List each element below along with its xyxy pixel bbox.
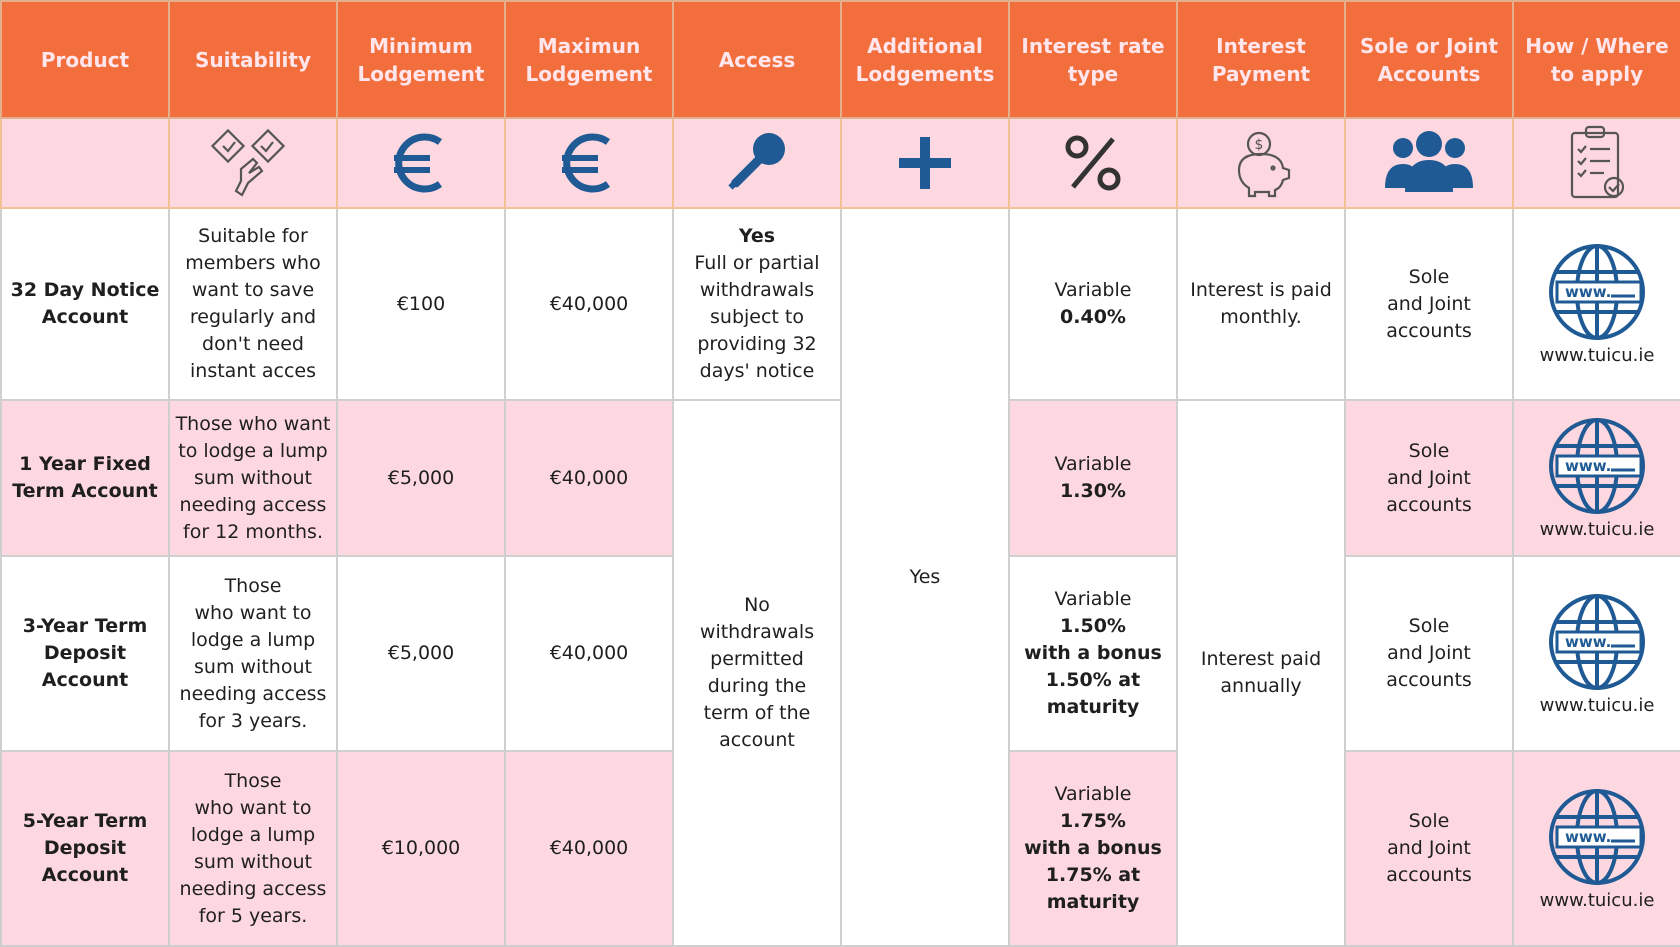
icon-row <box>1 118 1680 208</box>
icon-cell-payment <box>1177 118 1345 208</box>
apply-cell <box>1513 556 1680 751</box>
euro-icon <box>386 128 456 198</box>
header-row <box>1 1 1680 118</box>
interest-rate-cell <box>1009 400 1177 556</box>
header-minimum-lodgement: Minimum Lodgement <box>337 1 505 118</box>
people-group-icon <box>1381 128 1477 198</box>
table-row <box>1 208 1680 400</box>
sole-joint: Sole and Joint accounts <box>1345 556 1513 751</box>
header-sole-or-joint: Sole or Joint Accounts <box>1345 1 1513 118</box>
rate-label: Variable <box>1054 783 1132 805</box>
website-url: www.tuicu.ie <box>1539 519 1655 540</box>
icon-cell-rate <box>1009 118 1177 208</box>
minimum-lodgement: €100 <box>337 208 505 400</box>
header-product: Product <box>1 1 169 118</box>
maximum-lodgement: €40,000 <box>505 208 673 400</box>
icon-cell-suitability <box>169 118 337 208</box>
apply-link[interactable] <box>1518 240 1676 368</box>
interest-rate-cell <box>1009 556 1177 751</box>
svg-text:www.: www. <box>1565 457 1612 475</box>
maximum-lodgement: €40,000 <box>505 400 673 556</box>
rate-label: Variable <box>1054 279 1132 301</box>
product-name: 5-Year Term Deposit Account <box>1 751 169 946</box>
minimum-lodgement: €5,000 <box>337 556 505 751</box>
website-url: www.tuicu.ie <box>1539 345 1655 366</box>
percent-icon <box>1061 131 1125 195</box>
plus-icon <box>895 133 955 193</box>
svg-text:www.: www. <box>1565 827 1612 846</box>
rate-label: Variable <box>1054 453 1132 475</box>
globe-www-icon <box>1545 414 1649 518</box>
website-url: www.tuicu.ie <box>1539 694 1655 716</box>
icon-cell-maximum <box>505 118 673 208</box>
icon-cell-empty <box>1 118 169 208</box>
key-icon <box>721 127 793 199</box>
suitability-text: Those who want to lodge a lump sum without needing access for 12 months. <box>169 400 337 556</box>
icon-cell-minimum <box>337 118 505 208</box>
header-additional-lodgements: Additional Lodgements <box>841 1 1009 118</box>
apply-link[interactable] <box>1518 590 1676 718</box>
globe-www-icon <box>1545 590 1649 694</box>
sole-joint: Sole and Joint accounts <box>1345 208 1513 400</box>
rate-value: 1.50% with a bonus 1.50% at maturity <box>1024 615 1162 718</box>
checklist-hand-icon <box>211 125 295 201</box>
euro-icon <box>554 128 624 198</box>
sole-joint: Sole and Joint accounts <box>1345 751 1513 946</box>
interest-rate-cell <box>1009 208 1177 400</box>
icon-cell-sole-joint <box>1345 118 1513 208</box>
apply-link[interactable] <box>1518 414 1676 542</box>
header-suitability: Suitability <box>169 1 337 118</box>
icon-cell-apply <box>1513 118 1680 208</box>
globe-www-icon <box>1545 240 1649 344</box>
icon-cell-additional <box>841 118 1009 208</box>
suitability-text: Suitable for members who want to save regularly and don't need instant acces <box>169 208 337 400</box>
access-no-withdrawals: No withdrawals permitted during the term of the account <box>673 400 841 946</box>
apply-cell <box>1513 400 1680 556</box>
minimum-lodgement: €10,000 <box>337 751 505 946</box>
svg-text:www.: www. <box>1565 283 1612 301</box>
suitability-text: Those who want to lodge a lump sum without needing access for 5 years. <box>169 751 337 946</box>
minimum-lodgement: €5,000 <box>337 400 505 556</box>
globe-www-icon <box>1545 785 1649 889</box>
svg-text:$: $ <box>1254 137 1264 153</box>
interest-payment: Interest paid annually <box>1177 400 1345 946</box>
product-name: 3-Year Term Deposit Account <box>1 556 169 751</box>
interest-rate-cell <box>1009 751 1177 946</box>
suitability-text: Those who want to lodge a lump sum without needing access for 3 years. <box>169 556 337 751</box>
access-yes: Yes <box>738 225 776 247</box>
product-name: 1 Year Fixed Term Account <box>1 400 169 556</box>
product-name: 32 Day Notice Account <box>1 208 169 400</box>
header-access: Access <box>673 1 841 118</box>
header-how-where-to-apply: How / Where to apply <box>1513 1 1680 118</box>
table-row <box>1 400 1680 556</box>
apply-cell <box>1513 208 1680 400</box>
header-interest-payment: Interest Payment <box>1177 1 1345 118</box>
access-description: Full or partial withdrawals subject to providing 32 days' notice <box>694 252 820 382</box>
icon-cell-access <box>673 118 841 208</box>
rate-value: 0.40% <box>1060 306 1126 328</box>
clipboard-checklist-icon <box>1566 123 1628 203</box>
rate-value: 1.30% <box>1060 480 1126 502</box>
interest-payment: Interest is paid monthly. <box>1177 208 1345 400</box>
sole-joint: Sole and Joint accounts <box>1345 400 1513 556</box>
website-url: www.tuicu.ie <box>1539 889 1655 911</box>
apply-link[interactable] <box>1518 785 1676 913</box>
maximum-lodgement: €40,000 <box>505 751 673 946</box>
rate-value: 1.75% with a bonus 1.75% at maturity <box>1024 810 1162 913</box>
apply-cell <box>1513 751 1680 946</box>
rate-label: Variable <box>1054 588 1132 610</box>
header-maximum-lodgement: Maximun Lodgement <box>505 1 673 118</box>
header-interest-rate-type: Interest rate type <box>1009 1 1177 118</box>
svg-text:www.: www. <box>1565 632 1612 651</box>
piggy-bank-icon <box>1225 128 1297 198</box>
maximum-lodgement: €40,000 <box>505 556 673 751</box>
access-cell <box>673 208 841 400</box>
additional-lodgements: Yes <box>841 208 1009 946</box>
